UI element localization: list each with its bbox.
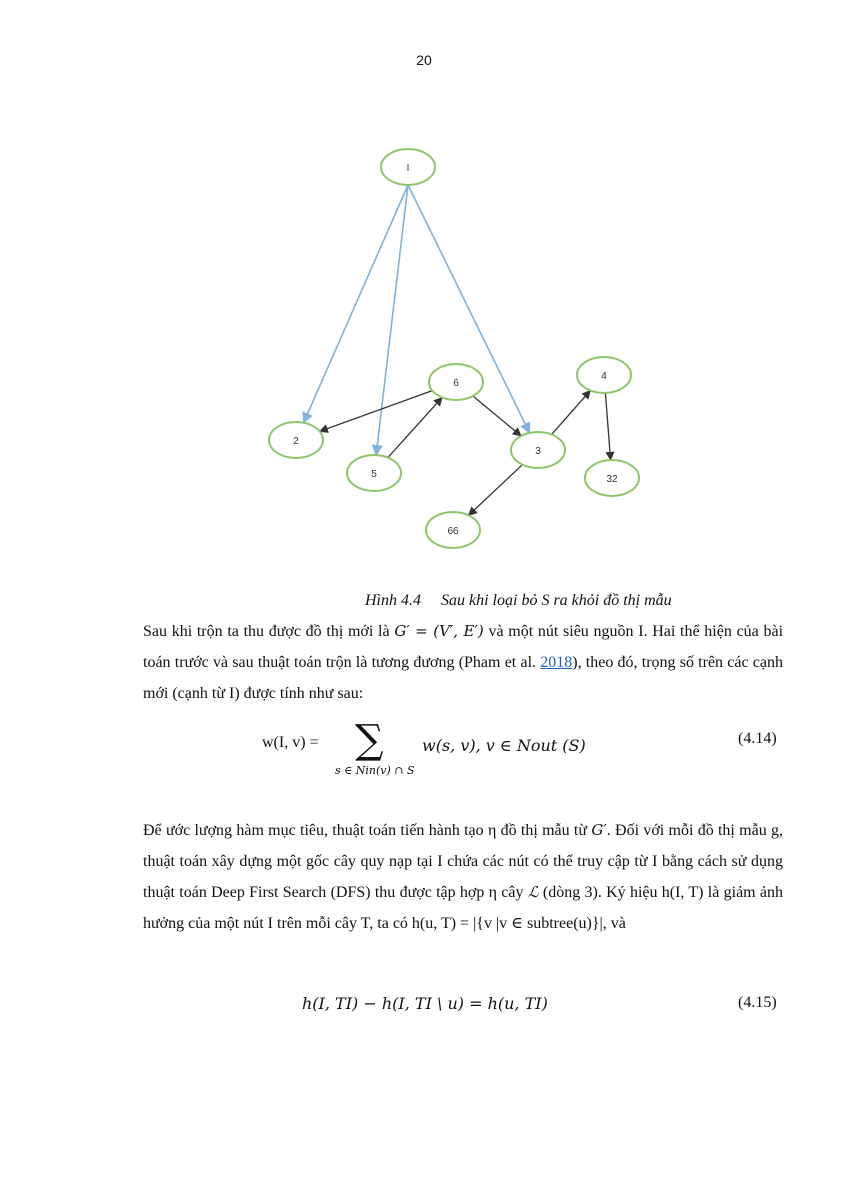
eq2-formula: h(I, TI) − h(I, TI \ u) = h(u, TI)	[302, 994, 548, 1013]
node-label: 5	[371, 469, 377, 480]
graph-node-3	[511, 432, 565, 468]
node-label: I	[406, 163, 410, 174]
para1-text-a: Sau khi trộn ta thu được đồ thị mới là	[143, 623, 395, 640]
node-label: 4	[601, 371, 607, 382]
equation-number-4-14: (4.14)	[738, 730, 777, 747]
page-number: 20	[416, 52, 432, 68]
node-label: 66	[447, 526, 459, 537]
figure-caption-label: Hình 4.4	[365, 592, 421, 609]
eq1-rhs: w(s, v), v ∈ Nout (S)	[422, 736, 586, 755]
graph-node-2	[269, 422, 323, 458]
para1-text-b: và một nút siêu nguồn I. Hai thể hiện của bài toán trước và sau thuật toán trộn là tương đương (Pham et al.	[143, 623, 784, 671]
eq1-sum-subscript: s ∈ Nin(v) ∩ S	[335, 764, 415, 777]
graph-node-66	[426, 512, 480, 548]
node-label: 3	[535, 446, 541, 457]
edge-6-to-2	[320, 391, 433, 432]
paragraph-estimation	[143, 815, 783, 939]
node-label: 2	[293, 436, 299, 447]
edge-4-to-32	[605, 393, 610, 460]
para2-text-a: Để ước lượng hàm mục tiêu, thuật toán tiến hành tạo η đồ thị mẫu từ	[143, 822, 592, 839]
para2-text-b: . Đối với mỗi đồ thị mẫu g, thuật toán xây dựng một gốc cây quy nạp tại I chứa các nút có thể truy cập từ I bằng cách sử dụng thuật toán Deep First Search (DFS) thu được tập hợp η cây	[143, 822, 784, 901]
equation-number-4-15: (4.15)	[738, 994, 777, 1011]
para1-text-c: ), theo đó, trọng số trên các cạnh mới (cạnh từ I) được tính như sau:	[143, 654, 784, 702]
para2-text-c: (dòng 3). Ký hiệu h(I, T) là giảm ảnh hưởng của một nút I trên mỗi cây T, ta có h(u, T) = |{v |v ∈ subtree(u)}|, và	[143, 884, 783, 932]
summation-symbol: ∑	[355, 717, 384, 763]
node-label: 6	[453, 378, 459, 389]
edge-I-to-5	[376, 185, 408, 455]
edge-I-to-2	[304, 185, 408, 423]
graph-node-4	[577, 357, 631, 393]
paragraph-merge-result	[143, 616, 783, 709]
node-label: 32	[606, 474, 618, 485]
figure-caption-text: Sau khi loại bỏ S ra khỏi đồ thị mẫu	[441, 592, 672, 609]
graph-node-5	[347, 455, 401, 491]
edge-3-to-66	[469, 465, 523, 516]
eq1-lhs: w(I, v) =	[262, 734, 319, 751]
figure-caption	[365, 592, 672, 610]
graph-node-6	[429, 364, 483, 400]
citation-link-2018[interactable]: 2018	[540, 654, 573, 671]
math-g-prime-2: G′	[591, 821, 607, 839]
graph-node-I	[381, 149, 435, 185]
edge-5-to-6	[388, 397, 442, 457]
edge-3-to-4	[552, 391, 591, 435]
math-g-prime: G′ = (V′, E′)	[394, 622, 484, 640]
graph-node-32	[585, 460, 639, 496]
math-script-l: ℒ	[527, 883, 539, 901]
